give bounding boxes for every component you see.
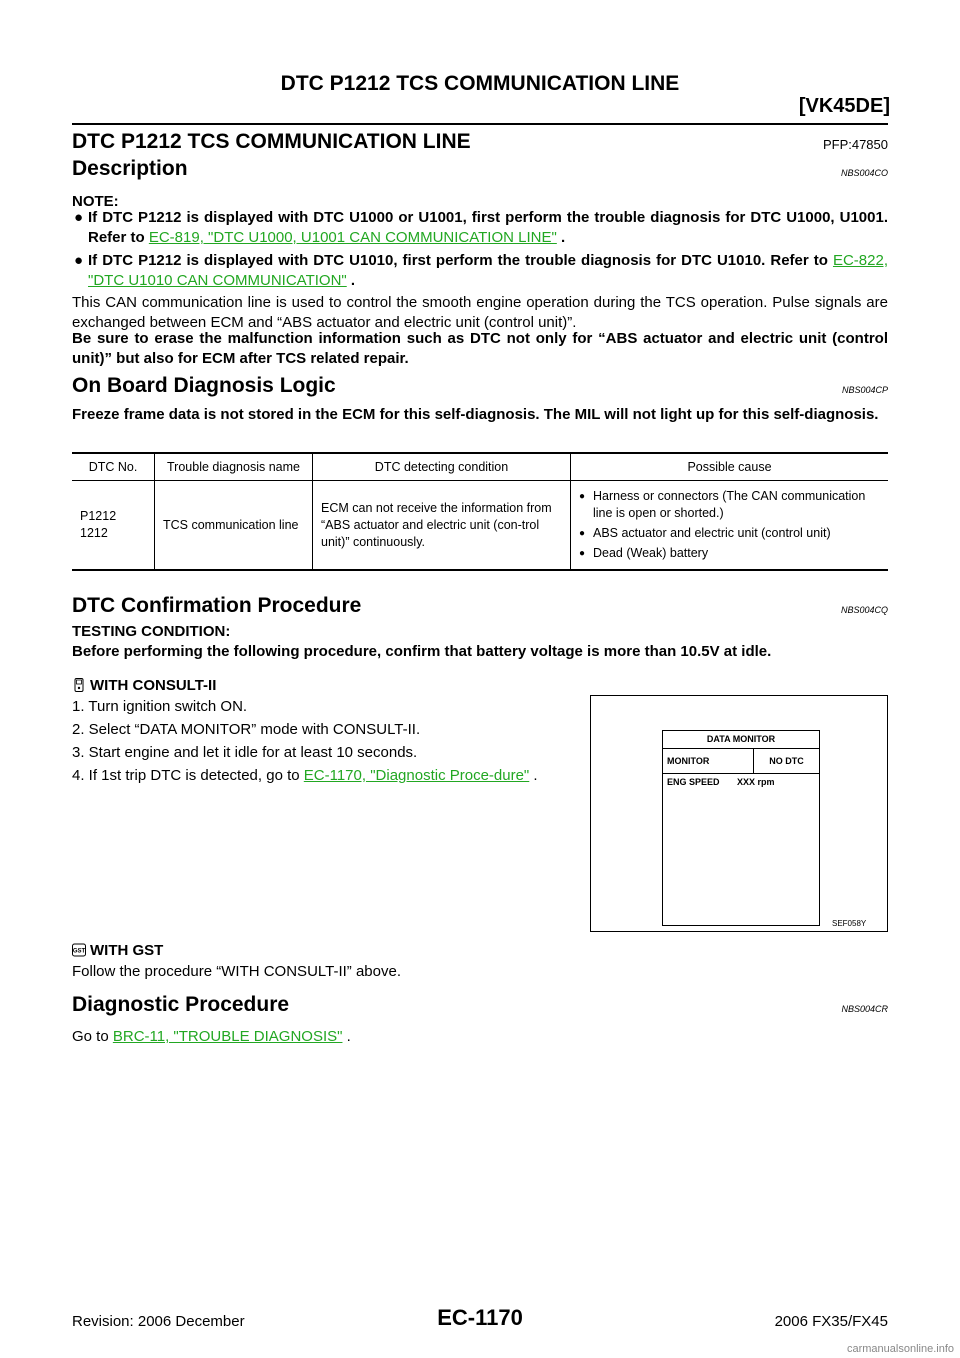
bullet-1-text: If DTC P1212 is displayed with DTC U1000 or U1001, first perform the trouble diagnosis for DTC U1000, U1001. Refer to bbox=[88, 209, 888, 246]
dtc-no-2: 1212 bbox=[80, 526, 108, 540]
section-title: DTC P1212 TCS COMMUNICATION LINE bbox=[72, 130, 471, 153]
part-number: PFP:47850 bbox=[822, 137, 888, 152]
gst-label: WITH GST bbox=[90, 942, 164, 959]
obd-code: NBS004CP bbox=[841, 385, 888, 395]
table-row bbox=[72, 481, 888, 571]
description-heading: Description bbox=[72, 157, 188, 180]
footer-model: 2006 FX35/FX45 bbox=[774, 1313, 888, 1330]
diagnostic-heading: Diagnostic Procedure bbox=[72, 993, 290, 1016]
description-code: NBS004CO bbox=[840, 168, 888, 178]
eng-speed-label: ENG SPEED bbox=[667, 777, 720, 787]
obd-heading: On Board Diagnosis Logic bbox=[72, 374, 336, 397]
testing-condition-text: Before performing the following procedure, confirm that battery voltage is more than 10.5V at idle. bbox=[72, 643, 772, 660]
consult-screen bbox=[662, 730, 820, 926]
page-header-title: DTC P1212 TCS COMMUNICATION LINE bbox=[280, 72, 680, 95]
dtc-no-cell bbox=[72, 481, 155, 571]
table-header: Trouble diagnosis name bbox=[155, 453, 313, 481]
link-ec-822[interactable]: EC-822, "DTC U1010 CAN COMMUNICATION" bbox=[88, 252, 888, 289]
eng-speed-value: XXX rpm bbox=[737, 777, 775, 787]
confirmation-heading: DTC Confirmation Procedure bbox=[72, 594, 362, 617]
detecting-condition-cell: ECM can not receive the information from “ABS actuator and electric unit (con-trol unit)” continuously. bbox=[313, 481, 571, 571]
testing-condition-label: TESTING CONDITION: bbox=[72, 623, 231, 640]
diagnostic-text: Go to bbox=[72, 1028, 113, 1045]
step-4 bbox=[72, 766, 552, 786]
table-header: Possible cause bbox=[571, 453, 889, 481]
screen-col-nodtc: NO DTC bbox=[769, 756, 804, 766]
bullet-1-end: . bbox=[556, 229, 566, 246]
step-3: 3. Start engine and let it idle for at least 10 seconds. bbox=[72, 744, 418, 761]
diagnostic-code: NBS004CR bbox=[841, 1004, 888, 1014]
svg-text:GST: GST bbox=[72, 948, 86, 955]
link-ec-819[interactable]: EC-819, "DTC U1000, U1001 CAN COMMUNICATION LINE" bbox=[148, 229, 557, 246]
figure-ref: SEF058Y bbox=[832, 919, 867, 928]
table-header: DTC detecting condition bbox=[313, 453, 571, 481]
link-brc-11[interactable]: BRC-11, "TROUBLE DIAGNOSIS" bbox=[112, 1028, 343, 1045]
dtc-table bbox=[72, 452, 888, 571]
description-warning: Be sure to erase the malfunction information such as DTC not only for “ABS actuator and electric unit (control unit)” but also for ECM after TCS related repair. bbox=[72, 330, 888, 367]
dtc-no-1: P1212 bbox=[80, 509, 117, 523]
consult-icon bbox=[72, 678, 86, 692]
link-ec-1170[interactable]: EC-1170, "Diagnostic Proce-dure" bbox=[303, 767, 530, 784]
step-4-end: . bbox=[529, 767, 538, 784]
note-label: NOTE: bbox=[72, 193, 119, 210]
consult-label: WITH CONSULT-II bbox=[90, 677, 217, 694]
bullet-2-end: . bbox=[346, 272, 356, 289]
diagnostic-text-row bbox=[72, 1027, 888, 1047]
cause-item: ● Dead (Weak) battery bbox=[579, 545, 880, 562]
obd-text: Freeze frame data is not stored in the ECM for this self-diagnosis. The MIL will not light up for this self-diagnosis. bbox=[72, 406, 879, 423]
footer-revision: Revision: 2006 December bbox=[72, 1313, 245, 1330]
footer-watermark: carmanualsonline.info bbox=[846, 1343, 954, 1355]
confirmation-code: NBS004CQ bbox=[840, 605, 888, 615]
bullet-icon: ● bbox=[74, 252, 84, 269]
gst-text: Follow the procedure “WITH CONSULT-II” above. bbox=[72, 963, 401, 980]
note-bullet-1 bbox=[72, 208, 888, 248]
cause-item: ● ABS actuator and electric unit (control unit) bbox=[579, 525, 880, 542]
screen-header-row bbox=[663, 749, 819, 774]
consult-label-row bbox=[72, 676, 888, 696]
gst-icon bbox=[72, 943, 86, 957]
diagnostic-end: . bbox=[342, 1028, 351, 1045]
diagnosis-name-cell: TCS communication line bbox=[155, 481, 313, 571]
cause-item: ● Harness or connectors (The CAN communication line is open or shorted.) bbox=[579, 488, 880, 522]
note-bullet-2 bbox=[72, 251, 888, 291]
step-4-text: 4. If 1st trip DTC is detected, go to bbox=[72, 767, 304, 784]
table-header: DTC No. bbox=[72, 453, 155, 481]
screen-title: DATA MONITOR bbox=[663, 731, 819, 749]
footer-page-number: EC-1170 bbox=[437, 1305, 523, 1330]
screen-col-monitor: MONITOR bbox=[663, 749, 754, 773]
engine-code: [VK45DE] bbox=[798, 95, 890, 117]
gst-label-row bbox=[72, 941, 888, 961]
header-divider bbox=[72, 123, 888, 125]
step-1: 1. Turn ignition switch ON. bbox=[72, 698, 248, 715]
screen-data-row bbox=[663, 774, 819, 790]
possible-cause-cell bbox=[571, 481, 889, 571]
bullet-icon: ● bbox=[74, 209, 84, 226]
description-paragraph: This CAN communication line is used to control the smooth engine operation during the TCS operation. Pulse signals are exchanged between ECM and “ABS actuator and electric unit (control unit)”. bbox=[72, 294, 888, 331]
bullet-2-text: If DTC P1212 is displayed with DTC U1010, first perform the trouble diagnosis for DTC U1010. Refer to bbox=[88, 252, 833, 269]
step-2: 2. Select “DATA MONITOR” mode with CONSULT-II. bbox=[72, 721, 421, 738]
